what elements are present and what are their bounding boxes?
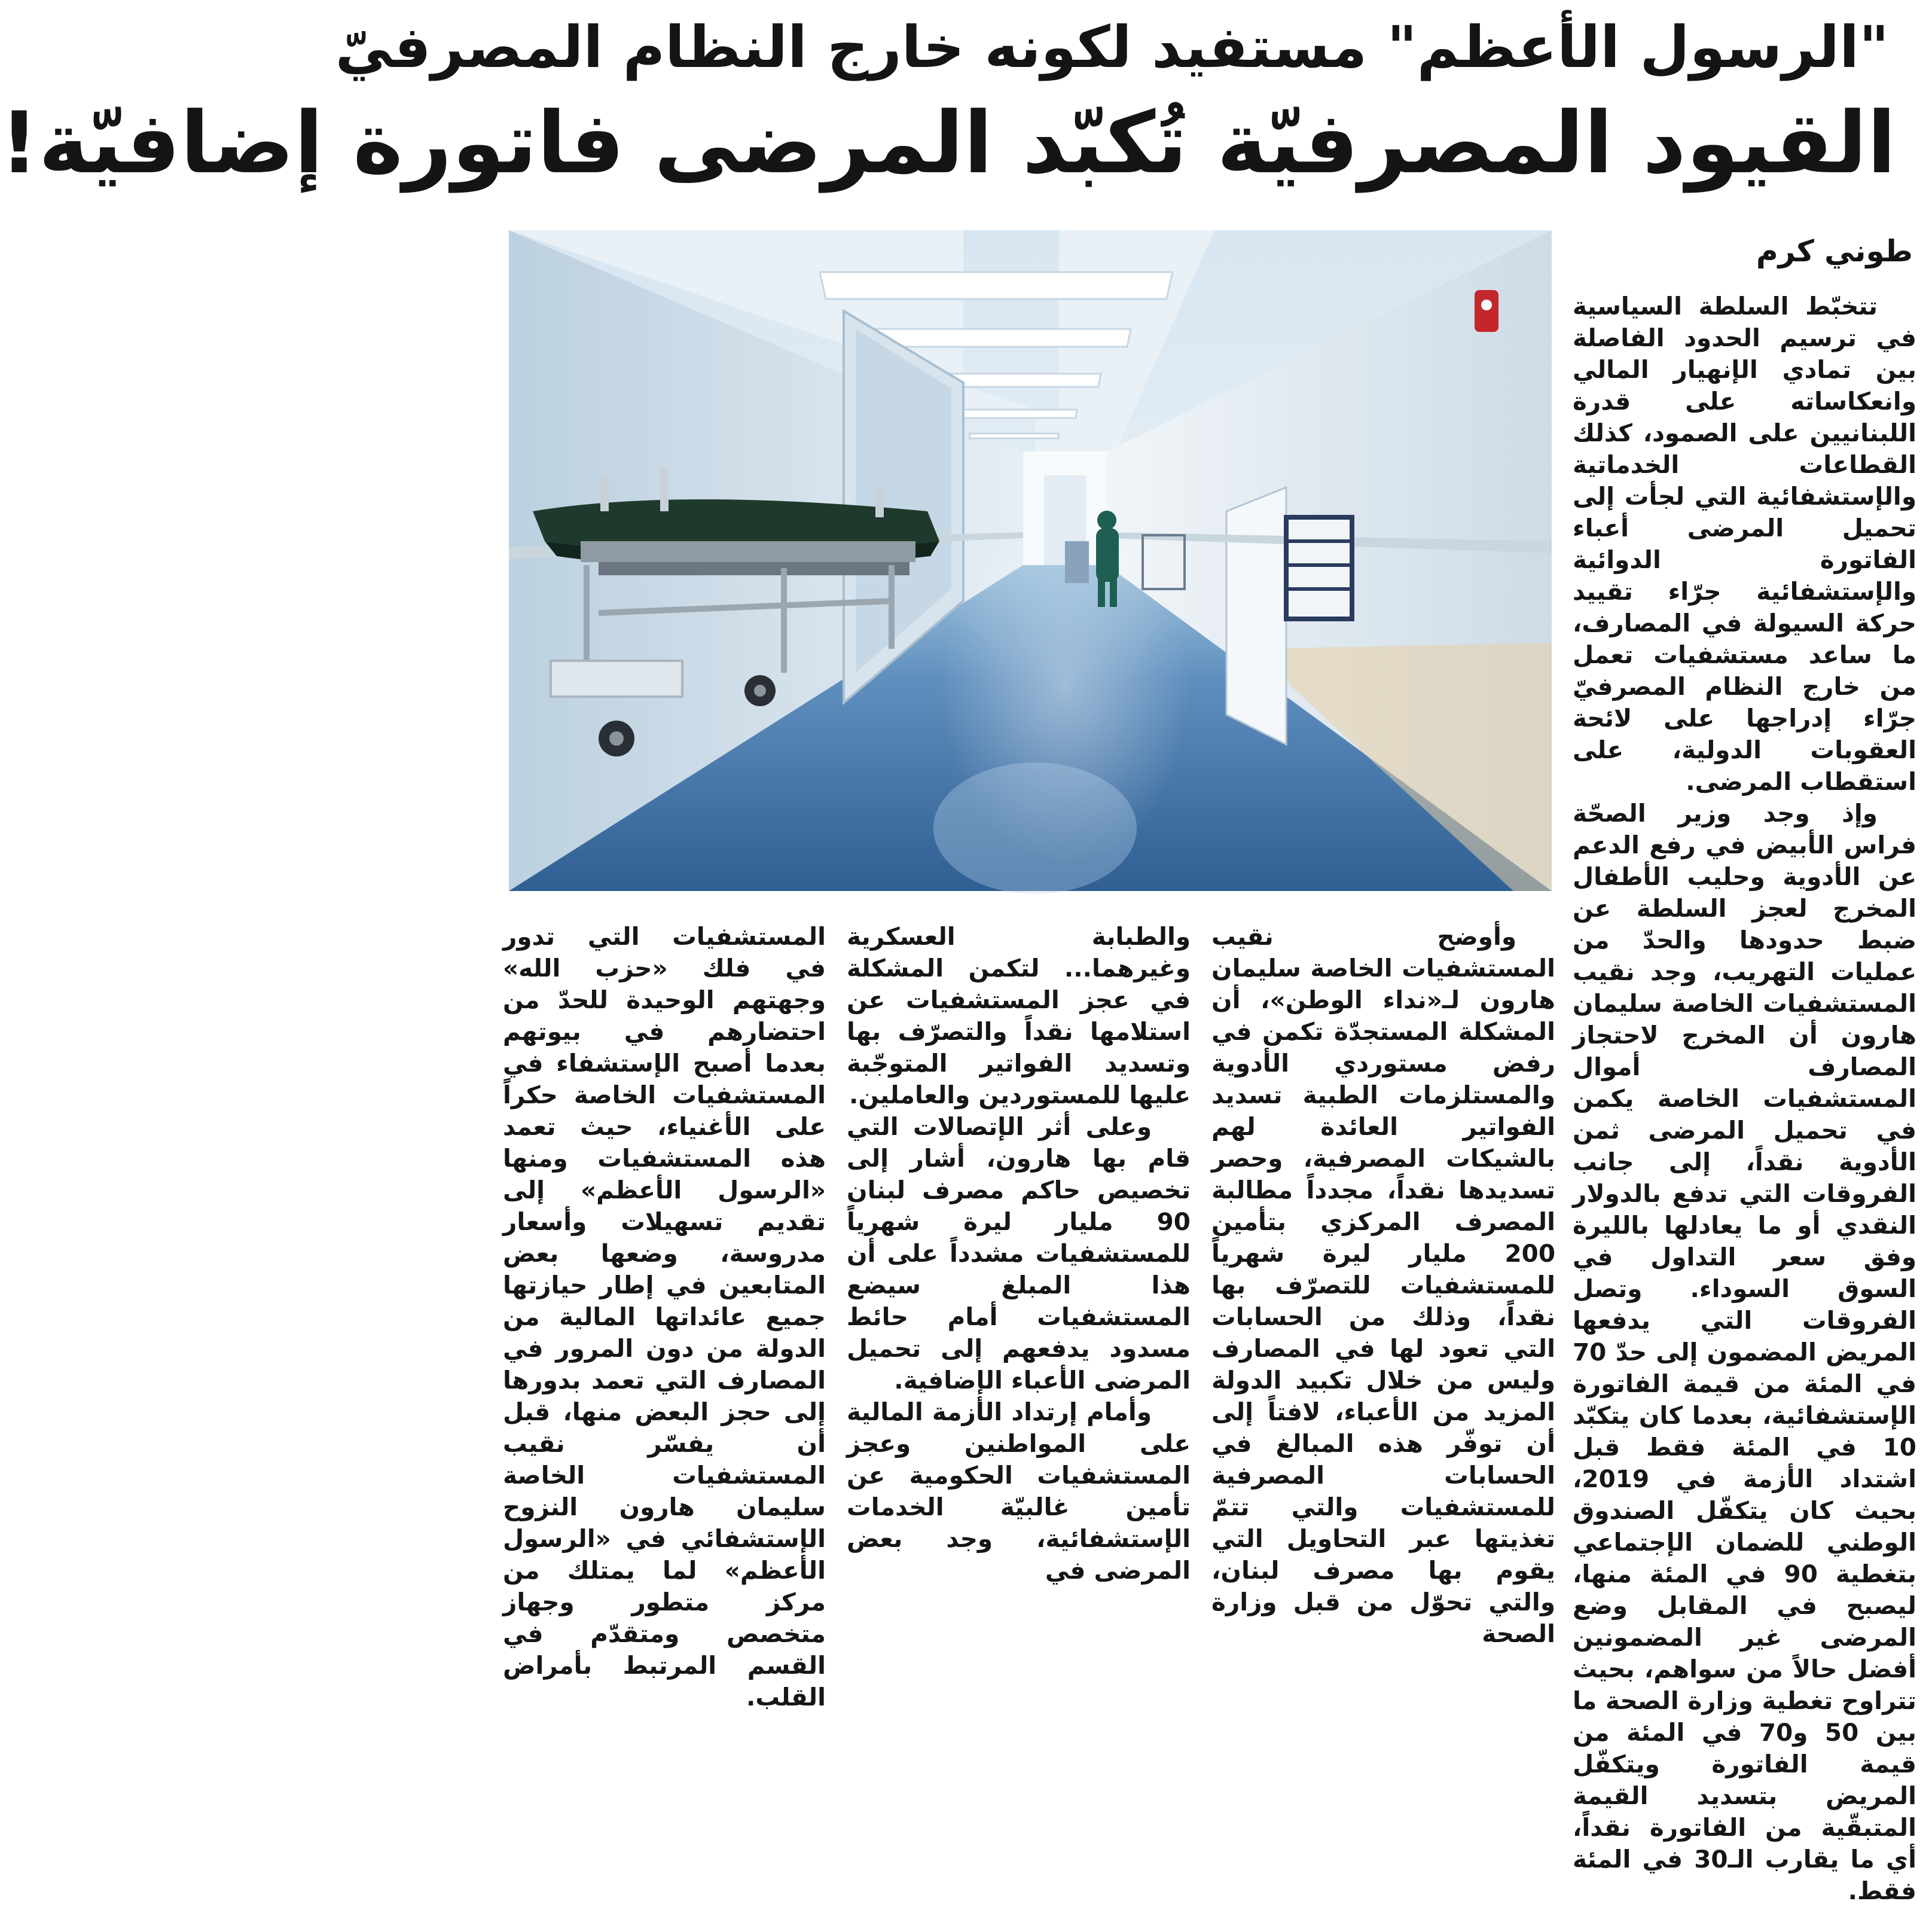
article-paragraph: المستشفيات التي تدور في فلك «حزب الله» وجهتهم الوحيدة للحدّ من احتضارهم في بيوتهم بعدما أصبح الإستشفاء في المستشفيات الخاصة حكراً على الأغنياء، حيث تعمد هذه المستشفيات ومنها «الرسول الأعظم» إلى تقديم تسهيلات وأسعار مدروسة، وضعها بعض المتابعين في إطار حيازتها جميع عائداتها المالية من الدولة من دون المرور في المصارف التي تعمد بدورها إلى حجز البعض منها، قبل أن يفسّر نقيب المستشفيات الخاصة سليمان هارون النزوح الإستشفائي في «الرسول الأعظم» لما يمتلك من مركز متطور وجهاز متخصص ومتقدّم في القسم المرتبط بأمراض القلب. <box>503 922 826 1711</box>
article-column-3 <box>847 921 1191 1585</box>
article-kicker: "الرسول الأعظم" مستفيد لكونه خارج النظام المصرفيّ <box>335 14 1889 81</box>
article-paragraph: وأمام إرتداد الأزمة المالية على المواطنين وعجز المستشفيات الحكومية عن تأمين غالبيّة الخدمات الإستشفائية، وجد بعض المرضى في <box>847 1398 1191 1585</box>
article-paragraph: تتخبّط السلطة السياسية في ترسيم الحدود الفاصلة بين تمادي الإنهيار المالي وانعكاساته على قدرة اللبنانيين على الصمود، كذلك القطاعات الخدماتية والإستشفائية التي لجأت إلى تحميل المرضى أعباء الفاتورة الدوائية والإستشفائية جرّاء تقييد حركة السيولة في المصارف، ما ساعد مستشفيات تعمل من خارج النظام المصرفيّ جرّاء إدراجها على لائحة العقوبات الدولية، على استقطاب المرضى. <box>1573 292 1916 796</box>
article-paragraph: والطبابة العسكرية وغيرهما... لتكمن المشكلة في عجز المستشفيات عن استلامها نقداً والتصرّف بها وتسديد الفواتير المتوجّبة عليها للمستوردين والعاملين. <box>847 922 1191 1109</box>
article-column-4 <box>503 921 826 1711</box>
article-paragraph: وأوضح نقيب المستشفيات الخاصة سليمان هارون لـ«نداء الوطن»، أن المشكلة المستجدّة تكمن في رفض مستوردي الأدوية والمستلزمات الطبية تسديد الفواتير العائدة لهم بالشيكات المصرفية، وحصر تسديدها نقداً، مجدداً مطالبة المصرف المركزي بتأمين 200 مليار ليرة شهرياً للمستشفيات للتصرّف بها نقداً، وذلك من الحسابات التي تعود لها في المصارف وليس من خلال تكبيد الدولة المزيد من الأعباء، لافتاً إلى أن توفّر هذه المبالغ في الحسابات المصرفية للمستشفيات والتي تتمّ تغذيتها عبر التحاويل التي يقوم بها مصرف لبنان، والتي تحوّل من قبل وزارة الصحة <box>1211 922 1555 1648</box>
article-byline: طوني كرم <box>1756 234 1913 268</box>
article-paragraph: وعلى أثر الإتصالات التي قام بها هارون، أشار إلى تخصيص حاكم مصرف لبنان 90 مليار ليرة شهرياً للمستشفيات مشدداً على أن هذا المبلغ سيضع المستشفيات أمام حائط مسدود يدفعهم إلى تحميل المرضى الأعباء الإضافية. <box>847 1112 1191 1395</box>
article-headline: القيود المصرفيّة تُكبّد المرضى فاتورة إضافيّة! <box>0 94 1896 193</box>
article-column-2 <box>1211 921 1555 1648</box>
hospital-corridor-photo <box>509 230 1552 891</box>
article-paragraph: وإذ وجد وزير الصحّة فراس الأبيض في رفع الدعم عن الأدوية وحليب الأطفال المخرج لعجز السلطة عن ضبط حدودها والحدّ من عمليات التهريب، وجد نقيب المستشفيات الخاصة سليمان هارون أن المخرج لاحتجاز المصارف أموال المستشفيات الخاصة يكمن في تحميل المرضى ثمن الأدوية نقداً، إلى جانب الفروقات التي تدفع بالدولار النقدي أو ما يعادلها بالليرة وفق سعر التداول في السوق السوداء. وتصل الفروقات التي يدفعها المريض المضمون إلى حدّ 70 في المئة من قيمة الفاتورة الإستشفائية، بعدما كان يتكبّد 10 في المئة فقط قبل اشتداد الأزمة في 2019، بحيث كان يتكفّل الصندوق الوطني للضمان الإجتماعي بتغطية 90 في المئة منها، ليصبح في المقابل وضع المرضى غير المضمونين أفضل حالاً من سواهم، بحيث تتراوح تغطية وزارة الصحة ما بين 50 و70 في المئة من قيمة الفاتورة ويتكفّل المريض بتسديد القيمة المتبقّية من الفاتورة نقداً، أي ما يقارب الـ30 في المئة فقط. <box>1573 799 1917 1905</box>
article-column-lead <box>1573 291 1917 1905</box>
